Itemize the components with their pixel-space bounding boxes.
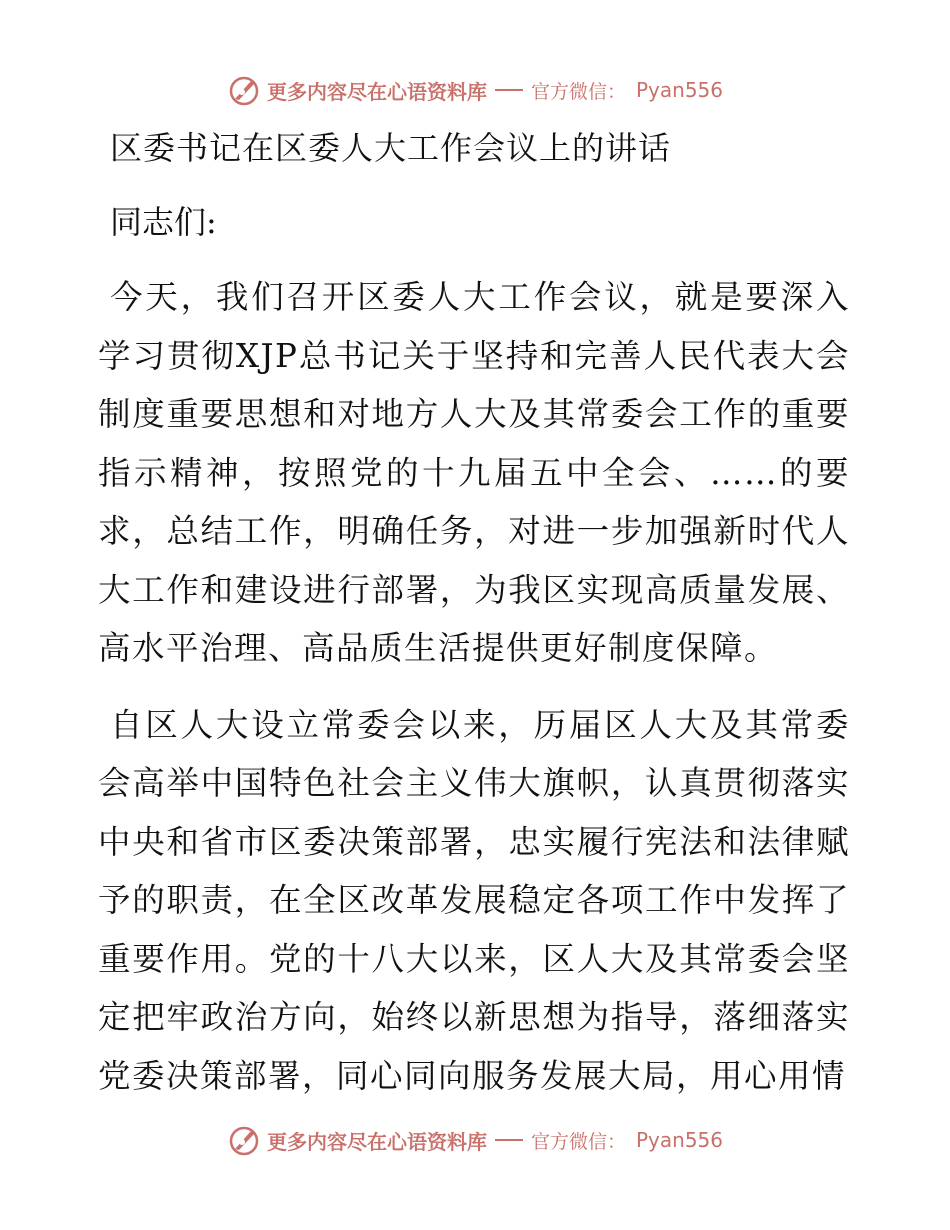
watermark-dash <box>495 89 523 91</box>
paragraph-2: 自区人大设立常委会以来，历届区人大及其常委会高举中国特色社会主义伟大旗帜，认真贯彻落实中央和省市区委决策部署，忠实履行宪法和法律赋予的职责，在全区改革发展稳定各项工作中发挥了重要作用。党的十八大以来，区人大及其常委会坚定把牢政治方向，始终以新思想为指导，落细落实党委决策部署，同心同向服务发展大局，用心用情 <box>98 705 850 1095</box>
watermark-wechat-id: Pyan556 <box>636 78 724 102</box>
watermark-site-text: 更多内容尽在心语资料库 <box>266 1129 487 1154</box>
watermark-wechat-label: 官方微信： <box>530 80 626 103</box>
header-watermark <box>0 70 950 110</box>
document-body <box>98 120 850 1105</box>
quill-logo-icon <box>227 73 261 107</box>
document-salutation: 同志们: <box>110 203 217 241</box>
watermark-site-text: 更多内容尽在心语资料库 <box>266 79 487 104</box>
paragraph-1: 今天，我们召开区委人大工作会议，就是要深入学习贯彻XJP总书记关于坚持和完善人民代表大会制度重要思想和对地方人大及其常委会工作的重要指示精神，按照党的十九届五中全会、……的要求，总结工作，明确任务，对进一步加强新时代人大工作和建设进行部署，为我区实现高质量发展、高水平治理、高品质生活提供更好制度保障。 <box>98 278 850 667</box>
quill-logo-icon <box>227 1123 261 1157</box>
watermark-wechat-label: 官方微信： <box>530 1130 626 1153</box>
watermark-dash <box>495 1139 523 1141</box>
watermark-wechat-id: Pyan556 <box>636 1128 724 1152</box>
footer-watermark <box>0 1120 950 1160</box>
document-title: 区委书记在区委人大工作会议上的讲话 <box>110 129 672 167</box>
